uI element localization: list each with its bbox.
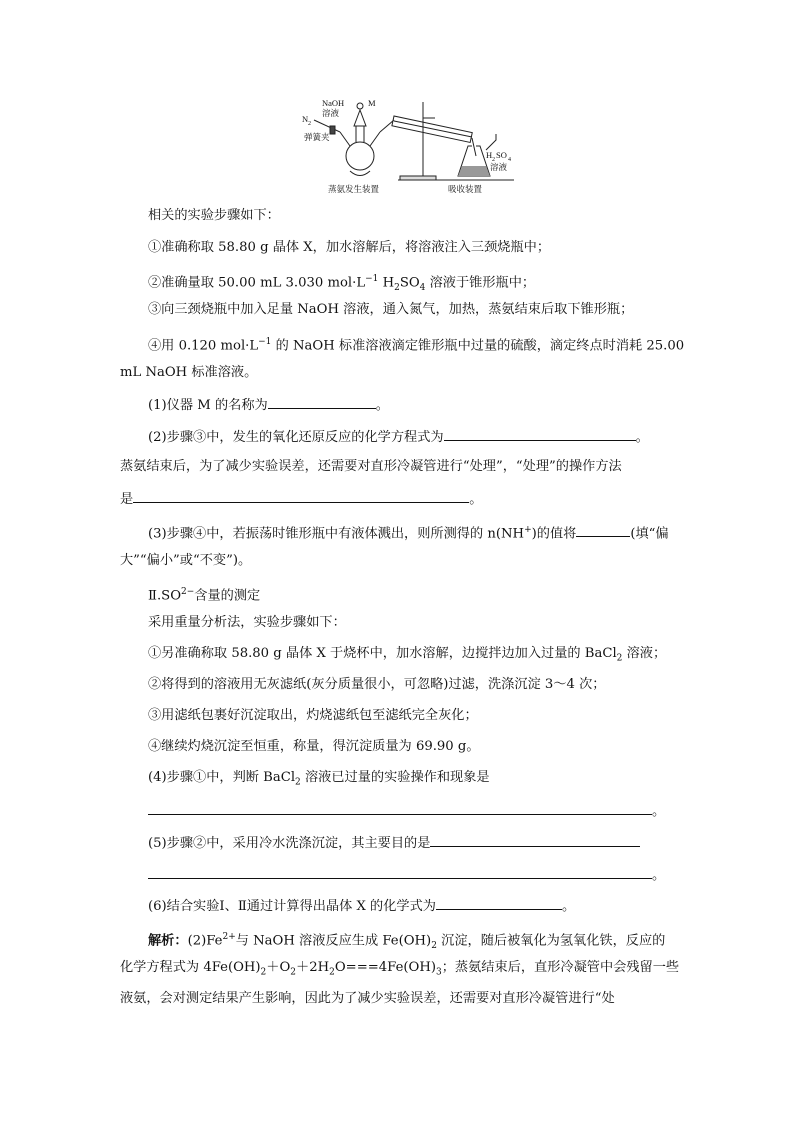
label-naoh: NaOH	[322, 98, 345, 108]
label-h2so4-so: SO	[496, 150, 507, 160]
text-line-18: ④继续灼烧沉淀至恒重，称量，得沉淀质量为 69.90 g。	[148, 739, 480, 754]
text-line-4: ③向三颈烧瓶中加入足量 NaOH 溶液，通入氮气，加热，蒸氨结束后取下锥形瓶；	[148, 302, 634, 317]
stand-base	[400, 176, 436, 180]
text-line-16: ②将得到的溶液用无灰滤纸(灰分质量很小，可忽略)过滤，洗涤沉淀 3～4 次；	[148, 677, 606, 692]
label-n2: N	[302, 114, 309, 124]
spring-clamp	[330, 126, 335, 134]
label-h2so4-sub4: 4	[508, 157, 511, 163]
question-2-cont: 蒸氨结束后，为了减少实验误差，还需要对直形冷凝管进行“处理”，“处理”的操作方法	[120, 459, 622, 474]
question-5: (5)步骤②中，采用冷水洗涤沉淀，其主要目的是	[148, 832, 640, 854]
text-line-5: ④用 0.120 $mol\cdot L^{-1}$ 的 NaOH 标准溶液滴定锥形瓶中过量的硫酸，滴定终点时消耗 25.00	[148, 337, 685, 354]
text-line-1: 相关的实验步骤如下：	[148, 208, 280, 223]
analysis-line-1: 解析：$(2)Fe^{2+}$与 NaOH 溶液反应生成 $Fe(OH)_2$ 沉淀，随后被氧化为氢氧化铁，反应的	[148, 932, 666, 952]
analysis-line-3: 液氨，会对测定结果产生影响，因此为了减少实验误差，还需要对直形冷凝管进行“处	[120, 991, 615, 1006]
answer-blank-2a[interactable]	[444, 426, 636, 441]
question-6: (6)结合实验Ⅰ、Ⅱ通过计算得出晶体 X 的化学式为 。	[148, 895, 575, 917]
text-line-2: ①准确称取 58.80 g 晶体 X，加水溶解后，将溶液注入三颈烧瓶中；	[148, 240, 551, 255]
question-4-answer: 。	[148, 800, 665, 822]
label-spring-clamp: 弹簧夹	[304, 132, 330, 142]
funnel-m	[354, 110, 366, 126]
label-h2so4-h: H	[486, 150, 493, 160]
label-n2-sub: 2	[308, 121, 311, 127]
question-4: (4)步骤①中，判断 BaCl$_2$ 溶液已过量的实验操作和现象是	[148, 770, 490, 788]
question-2-end: 是 。	[120, 488, 482, 510]
analysis-line-2: 化学方程式为 $4Fe(OH)_2+O_2+2H_2O===4Fe(OH)_3$；蒸氨结束后，直形冷凝管中会残留一些	[120, 960, 680, 978]
three-neck-flask	[346, 142, 374, 170]
caption-absorber: 吸收装置	[448, 184, 483, 194]
answer-blank-5b[interactable]	[148, 864, 652, 879]
question-1: (1)仪器 M 的名称为 。	[148, 394, 389, 416]
text-line-6: mL NaOH 标准溶液。	[120, 365, 258, 380]
label-solution-top: 溶液	[322, 108, 340, 118]
question-3-cont: 大”“偏小”或“不变”)。	[120, 553, 252, 568]
text-line-15: ①另准确称取 58.80 g 晶体 X 于烧杯中，加水溶解，边搅拌边加入过量的 BaCl$_2$ 溶液；	[148, 646, 667, 664]
question-2: (2)步骤③中，发生的氧化还原反应的化学方程式为 。	[148, 426, 649, 448]
apparatus-figure	[300, 96, 530, 196]
text-line-3: ②准确量取 50.00 mL 3.030 $mol\cdot L^{-1}$ $H_2SO_4$ 溶液于锥形瓶中；	[148, 274, 536, 294]
answer-blank-4[interactable]	[148, 800, 652, 815]
answer-blank-6[interactable]	[436, 895, 562, 910]
answer-blank-2b[interactable]	[133, 488, 469, 503]
label-m: M	[368, 98, 376, 108]
section-2-title: $Ⅱ.SO^{2-}$含量的测定	[148, 587, 261, 604]
text-line-17: ③用滤纸包裹好沉淀取出，灼烧滤纸包至滤纸完全灰化；	[148, 708, 478, 723]
answer-blank-3[interactable]	[576, 522, 630, 537]
text-line-14: 采用重量分析法，实验步骤如下：	[148, 615, 346, 630]
label-h2so4-sub2: 2	[492, 157, 495, 163]
label-solution-right: 溶液	[490, 162, 508, 172]
question-5-answer: 。	[148, 864, 665, 886]
question-3: (3)步骤④中，若振荡时锥形瓶中有液体溅出，则所测得的 n(NH+)的值将 (填“偏	[148, 520, 669, 544]
answer-blank-1[interactable]	[268, 394, 376, 409]
caption-ammonia-generator: 蒸氨发生装置	[328, 184, 380, 194]
answer-blank-5a[interactable]	[430, 832, 640, 847]
